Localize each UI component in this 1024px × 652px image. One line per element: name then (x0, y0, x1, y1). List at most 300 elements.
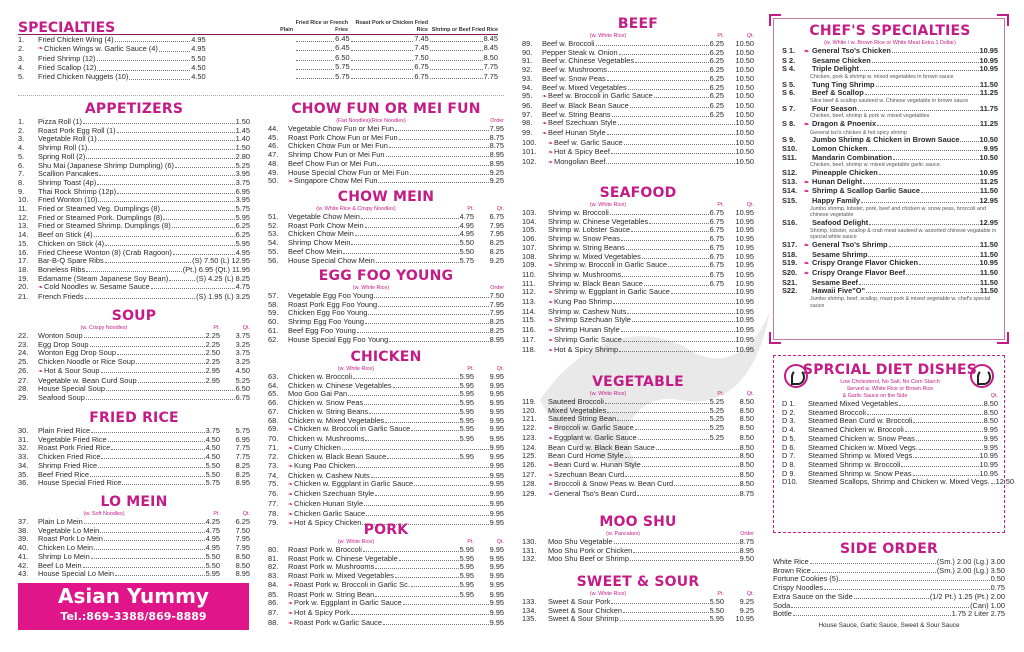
leader-dots (84, 523, 205, 524)
item-name: House Special Fried Rice (38, 478, 122, 488)
item-price: 6.75 (414, 71, 429, 81)
diet-note: Low Cholesterol, No Salt, No Corn Starch (840, 379, 940, 385)
leader-dots (374, 297, 488, 298)
leader-dots (386, 156, 489, 157)
leader-dots (860, 70, 979, 71)
item-name: Steamed Chicken w. Broccoli (808, 425, 904, 435)
item-price-quart: 10.95 (735, 251, 754, 261)
item-price-pint: 6.75 (709, 208, 724, 217)
item-price: 8.50 (483, 52, 499, 62)
item-price-quart: 8.50 (235, 560, 250, 570)
hot-spicy-pepper-icon: ❧ (548, 140, 554, 147)
item-price-quart: 3.25 (235, 357, 250, 367)
leader-dots (642, 466, 739, 467)
leader-dots (919, 449, 983, 450)
item-name: Broccoli & Snow Peas w. Bean Curd (554, 479, 674, 489)
item-number: 102. (522, 157, 537, 167)
item-price-quart: 3.75 (235, 331, 250, 340)
item-name: Shrimp Roll (1) (38, 143, 88, 153)
item-number: 14. (18, 230, 29, 240)
item-price-pint: 5.95 (459, 398, 474, 408)
item-number: 120. (522, 405, 537, 415)
item-number: 36. (18, 478, 29, 488)
item-name: Fried Scallop (12) (38, 62, 97, 72)
item-number: 107. (522, 242, 537, 252)
item-number: 39. (18, 534, 29, 544)
item-number: 112. (522, 287, 536, 297)
item-name: Roast Pork Egg Roll (1) (38, 125, 116, 135)
item-number: 44. (268, 124, 279, 133)
chefs-list (782, 47, 998, 309)
item-price-quart: 8.50 (739, 397, 754, 406)
column-header: Order (490, 118, 504, 124)
item-price: 10.50 (979, 135, 998, 145)
leader-dots (611, 603, 708, 604)
item-price: 10.95 (979, 468, 998, 478)
leader-dots (296, 63, 334, 70)
item-name: Sauteed Broccoli (548, 397, 604, 406)
item-name: Beef Lo Mein (38, 560, 82, 570)
leader-dots (612, 116, 709, 117)
hot-spicy-pepper-icon: ❧ (804, 189, 810, 196)
section-title: CHOW FUN OR MEI FUN (291, 101, 481, 117)
leader-dots (351, 73, 414, 80)
item-name: Chicken Lo Mein (38, 543, 94, 553)
item-number: 64. (268, 380, 279, 390)
item-price: 6.45 (335, 43, 350, 53)
item-number: 116. (522, 325, 536, 335)
leader-dots (596, 45, 709, 46)
item-number: 90. (522, 47, 533, 57)
item-price-quart: 9.95 (489, 553, 504, 563)
chow-mein-list (268, 206, 504, 265)
leader-dots (366, 515, 489, 516)
leader-dots (361, 218, 459, 219)
hot-spicy-pepper-icon: ❧ (804, 242, 810, 249)
leader-dots (100, 532, 204, 533)
item-price: 4.50 (191, 62, 206, 72)
leader-dots (626, 249, 709, 250)
item-name: Chicken Egg Foo Young (288, 308, 368, 318)
item-name: Shrimp w. Snow Peas (548, 234, 620, 244)
hot-spicy-pepper-icon: ❧ (288, 179, 294, 186)
hot-spicy-pepper-icon: ❧ (288, 511, 294, 518)
leader-dots (115, 575, 205, 576)
item-price-pint: 5.50 (205, 469, 220, 479)
item-price: 9.25 (489, 167, 504, 177)
leader-dots (635, 429, 709, 430)
item-number: 19. (18, 273, 29, 283)
item-name: Chicken w. Eggplant in Garlic Sauce (294, 479, 414, 489)
item-price-pint: 6.25 (709, 65, 724, 75)
item-price-quart: 6.75 (489, 212, 504, 221)
item-price-pint: 5.95 (459, 553, 474, 563)
leader-dots (357, 332, 489, 333)
item-price-quart: 10.50 (735, 147, 754, 157)
item-number: 71. (268, 442, 279, 452)
leader-dots (869, 224, 978, 225)
item-number: 41. (18, 551, 29, 561)
item-name: Roast Pork w. Broccoli (288, 545, 362, 554)
soup-list (18, 325, 250, 403)
item-number: D 3. (782, 416, 796, 426)
leader-dots (905, 431, 983, 432)
item-price-pint: 5.95 (459, 562, 474, 572)
leader-dots (98, 140, 235, 141)
item-name: Chicken Garlic Sauce (294, 508, 366, 518)
diet-list (782, 399, 1015, 487)
item-price-pint: 4.50 (205, 443, 220, 453)
item-number: 6. (18, 160, 25, 170)
item-price: 7.75 (483, 62, 499, 72)
leader-dots (393, 387, 459, 388)
leader-dots (638, 439, 709, 440)
leader-dots (607, 134, 735, 135)
item-price-quart: 7.95 (235, 543, 250, 553)
item-name: Bottle (773, 609, 792, 619)
leader-dots (854, 598, 929, 599)
section-title: PORK (363, 522, 409, 538)
item-price: 8.95 (739, 545, 754, 555)
leader-dots (671, 293, 735, 294)
item-name: Chicken w. Black Bean Sauce (288, 452, 387, 462)
leader-dots (863, 183, 979, 184)
item-price-pint: 5.25 (709, 432, 724, 442)
leader-dots (411, 430, 458, 431)
leader-dots (91, 558, 205, 559)
chef-special-item (782, 89, 998, 98)
item-description: Slice beef & scallop sauteed w. Chinese vegetable in brown sauce (810, 98, 969, 105)
item-number: 118. (522, 344, 536, 354)
item-name: Beef w. Mixed Vegetables (542, 82, 627, 92)
hot-spicy-pepper-icon: ❧ (288, 620, 294, 627)
item-number: 73. (268, 461, 279, 471)
section-title: LO MEIN (100, 494, 168, 510)
item-name: Chicken Hunan Style (294, 498, 364, 508)
item-name: Roast Pork w. Chinese Vegetable (288, 553, 398, 563)
item-price: 8.25 (489, 325, 504, 335)
leader-dots (383, 624, 489, 625)
item-name: Roast Pork Fried Rice (38, 443, 111, 453)
item-name: Soda (773, 600, 791, 610)
item-number: 75. (268, 479, 279, 489)
leader-dots (375, 495, 488, 496)
item-price-pint: 5.95 (459, 406, 474, 416)
item-price-pint: 2.95 (205, 365, 220, 375)
column-header: Roast Pork or Chicken Fried Rice (355, 20, 428, 33)
item-price-quart: 10.50 (735, 137, 754, 147)
item-number: S14. (782, 186, 798, 196)
item-price: 0.50 (990, 574, 1005, 584)
item-name: General Tso's Bean Curd (554, 489, 637, 499)
section-subtitle: (w. White Rice) (352, 285, 390, 291)
item-number: 106. (522, 234, 537, 244)
item-name: Chicken w. Mixed Vegetables (288, 415, 385, 425)
item-price-pint: 6.25 (709, 82, 724, 92)
leader-dots (364, 404, 458, 405)
leader-dots (351, 614, 489, 615)
leader-dots (656, 449, 739, 450)
item-name: Eggplant w. Garlic Sauce (554, 432, 637, 442)
item-number: 4. (18, 62, 25, 72)
section-title: CHICKEN (350, 349, 422, 365)
item-price: 2.80 (235, 151, 250, 161)
menu-item (18, 479, 250, 488)
item-price: 1.45 (235, 125, 250, 135)
leader-dots (414, 485, 488, 486)
chef-special-item (782, 219, 998, 228)
item-name: Roast Pork w. String Bean (288, 589, 375, 599)
item-name: Moo Shu Beef or Shrimp (548, 554, 629, 564)
item-name: Beef Fried Rice (38, 469, 89, 479)
item-price-quart: 6.25 (235, 517, 250, 526)
item-number: 10. (18, 195, 29, 205)
item-name: Steamed Shrimp w. Broccoli (808, 459, 901, 469)
item-price-quart: 10.50 (735, 82, 754, 92)
item-price-quart: 9.95 (489, 433, 504, 443)
hot-spicy-pepper-icon: ❧ (542, 131, 548, 138)
item-number: 93. (522, 73, 533, 83)
item-price: 6.25 (235, 230, 250, 240)
item-price: 3.95 (235, 195, 250, 205)
section-title: SEAFOOD (599, 185, 677, 201)
item-price-pint: 5.95 (459, 545, 474, 554)
item-price: 11.50 (979, 186, 998, 196)
item-number: 66. (268, 398, 279, 408)
item-name: Roast Pork w. Mixed Vegetables (288, 571, 394, 581)
item-name: Steamed Bean Curd w. Broccoli (808, 416, 913, 426)
chef-special-item (782, 287, 998, 296)
item-name: Roast Pork w. Broccoli in Garlic Sc. (294, 579, 410, 589)
item-name: Seafood Soup (38, 392, 85, 402)
specialties-list (18, 35, 498, 82)
corner-ornament-icon (769, 14, 781, 26)
item-name: Shrimp Egg Foo Young (288, 317, 365, 327)
item-number: 84. (268, 579, 279, 589)
item-price-quart: 8.25 (489, 238, 504, 248)
item-price-pint: 5.95 (459, 571, 474, 581)
item-number: S 2. (782, 55, 796, 65)
leader-dots (351, 244, 458, 245)
item-number: 53. (268, 229, 279, 239)
item-price: 6.25 (235, 221, 250, 231)
item-number: 9. (18, 186, 25, 196)
item-number: 80. (268, 545, 279, 554)
menu-item (18, 73, 498, 82)
item-price-quart: 9.95 (489, 607, 504, 617)
item-name: Beef w. String Beans (542, 109, 611, 119)
item-number: 124. (522, 442, 537, 452)
hot-spicy-pepper-icon: ❧ (548, 150, 554, 157)
item-name: Pepper Steak w. Onion (542, 47, 618, 57)
item-number: 127. (522, 469, 537, 479)
leader-dots (839, 580, 989, 581)
item-name: Roast Pork Lo Mein (38, 534, 103, 544)
item-name: Vegetable Lo Mein (38, 525, 100, 535)
item-description: Chicken, beef, shrimp & pork w. mixed vegetables (810, 113, 930, 120)
leader-dots (353, 378, 459, 379)
item-price-quart: 5.25 (235, 375, 250, 385)
item-price: 8.75 (489, 132, 504, 142)
item-number: 25. (18, 357, 29, 367)
item-description: Jumbo shrimp, lobster, pork, beef and chicken w. snow peas, broccoli and chinese vegetable (810, 205, 986, 219)
item-number: 31. (18, 434, 29, 444)
item-number: 35. (18, 469, 29, 479)
item-number: S16. (782, 218, 798, 227)
item-name: Roast Pork w.Garlic Sauce (294, 617, 382, 627)
item-number: 121. (522, 414, 537, 424)
leader-dots (868, 150, 982, 151)
hot-spicy-pepper-icon: ❧ (288, 610, 294, 617)
item-name: Thai Rock Shrimp (12p) (38, 186, 117, 196)
item-price-quart: 6.75 (235, 392, 250, 402)
item-name: Shrimp w. Mixed Vegetables (548, 251, 641, 261)
item-price-quart: 9.95 (489, 461, 504, 471)
item-name: French Frieds (38, 292, 84, 302)
leader-dots (99, 175, 234, 176)
item-number: 132. (522, 554, 537, 564)
item-price-quart: 7.75 (235, 452, 250, 462)
item-price-pint: 6.75 (709, 260, 724, 270)
item-price-pint: 5.50 (709, 605, 724, 615)
section-title: SPECIALTIES (18, 20, 116, 37)
item-name: Steamed Shrimp w. Snow Peas (808, 468, 912, 478)
item-name: Spring Roll (2) (38, 151, 86, 161)
item-name: Chicken Chow Mein (288, 229, 354, 239)
leader-dots (86, 399, 235, 400)
item-price: 4.50 (191, 72, 206, 82)
leader-dots (375, 596, 458, 597)
hot-spicy-pepper-icon: ❧ (542, 121, 548, 128)
item-name: Plain Lo Mein (38, 517, 83, 526)
column-header: Qt. (990, 393, 998, 399)
leader-dots (91, 432, 204, 433)
item-number: 119. (522, 397, 536, 406)
item-number: 97. (522, 109, 533, 119)
appetizers-list (18, 118, 250, 302)
leader-dots (136, 363, 205, 364)
item-number: 128. (522, 479, 537, 489)
item-price-pint: 5.95 (459, 424, 474, 434)
hot-spicy-pepper-icon: ❧ (288, 521, 294, 528)
column-header: Pt. (717, 391, 724, 397)
leader-dots (899, 405, 983, 406)
item-name: Moo Goo Gai Pan (288, 389, 348, 399)
item-price-pint: 6.25 (709, 39, 724, 48)
item-number: 104. (522, 216, 537, 226)
item-number: 131. (522, 545, 537, 555)
item-price: (S) 4.25 (L) 8.25 (196, 273, 250, 283)
item-number: 46. (268, 141, 279, 151)
item-number: 62. (268, 334, 279, 344)
item-price: 5.75 (335, 71, 350, 81)
column-header: Pt. (717, 33, 724, 39)
leader-dots (161, 210, 235, 211)
item-number: 65. (268, 389, 279, 399)
item-number: 123. (522, 432, 537, 442)
item-price: 10.95 (979, 64, 998, 74)
leader-dots (608, 71, 709, 72)
item-price: 8.95 (489, 334, 504, 344)
section-title: SWEET & SOUR (576, 574, 700, 590)
item-name: Beef Szechuan Style (548, 118, 617, 128)
leader-dots (163, 219, 234, 220)
item-name: Roast Pork Chow Fun or Mei Fun (288, 132, 398, 142)
item-number: 60. (268, 317, 279, 327)
item-number: 20. (18, 282, 29, 292)
leader-dots (351, 63, 414, 70)
item-number: 113. (522, 297, 536, 307)
item-price-quart: 8.75 (739, 489, 754, 499)
item-price-quart: 9.95 (489, 479, 504, 489)
item-price-pint: 6.25 (709, 100, 724, 110)
item-price-quart: 10.95 (735, 234, 754, 244)
item-number: 135. (522, 614, 537, 624)
item-number: 76. (268, 489, 279, 499)
item-price-quart: 10.50 (735, 39, 754, 48)
leader-dots (622, 276, 709, 277)
menu-item (522, 490, 754, 500)
item-price-quart: 10.50 (735, 118, 754, 128)
item-price-pint: 5.25 (709, 405, 724, 415)
leader-dots (364, 505, 489, 506)
item-name: Sesame Shrimp (812, 249, 868, 259)
item-number: 32. (18, 443, 29, 453)
leader-dots (378, 182, 488, 183)
item-number: 11. (18, 204, 28, 214)
leader-dots (430, 35, 483, 42)
item-number: 78. (268, 508, 279, 518)
item-price-quart: 9.95 (489, 617, 504, 627)
item-number: 81. (268, 553, 279, 563)
leader-dots (430, 73, 483, 80)
leader-dots (889, 246, 979, 247)
item-price-quart: 8.95 (235, 569, 250, 579)
item-number: S 6. (782, 88, 796, 98)
item-number: S 8. (782, 119, 796, 128)
item-price-pint: 6.25 (709, 91, 724, 101)
item-name: Kung Pao Chicken (294, 461, 356, 471)
leader-dots (90, 476, 205, 477)
hot-spicy-pepper-icon: ❧ (288, 482, 294, 489)
item-name: Singapore Chow Mei Fun (294, 176, 378, 186)
leader-dots (411, 586, 459, 587)
item-number: 27. (18, 375, 29, 385)
corner-ornament-icon (997, 332, 1009, 344)
leader-dots (296, 35, 334, 42)
item-price: (Can) 1.00 (970, 600, 1005, 610)
item-number: 22. (18, 331, 29, 340)
corner-ornament-icon (997, 14, 1009, 26)
section-subtitle: (w. Crispy Noodles) (80, 325, 128, 331)
hot-spicy-pepper-icon: ❧ (548, 462, 554, 469)
item-number: 125. (522, 451, 537, 461)
column-header: Qt. (746, 391, 754, 397)
leader-dots (619, 351, 734, 352)
item-name: Beef w. Broccoli in Garlic Sauce (548, 91, 653, 101)
leader-dots (913, 475, 979, 476)
item-name: Beef Egg Foo Young (288, 325, 356, 335)
leader-dots (623, 612, 709, 613)
leader-dots (921, 192, 979, 193)
leader-dots (906, 274, 979, 275)
section-subtitle: (w. White Rice) (589, 202, 627, 208)
item-price: 3.95 (235, 169, 250, 179)
hot-spicy-pepper-icon: ❧ (804, 271, 810, 277)
item-number: 13. (18, 221, 29, 231)
pork-section (268, 522, 504, 628)
item-name: Crispy Orange Flavor Chicken (812, 258, 918, 268)
